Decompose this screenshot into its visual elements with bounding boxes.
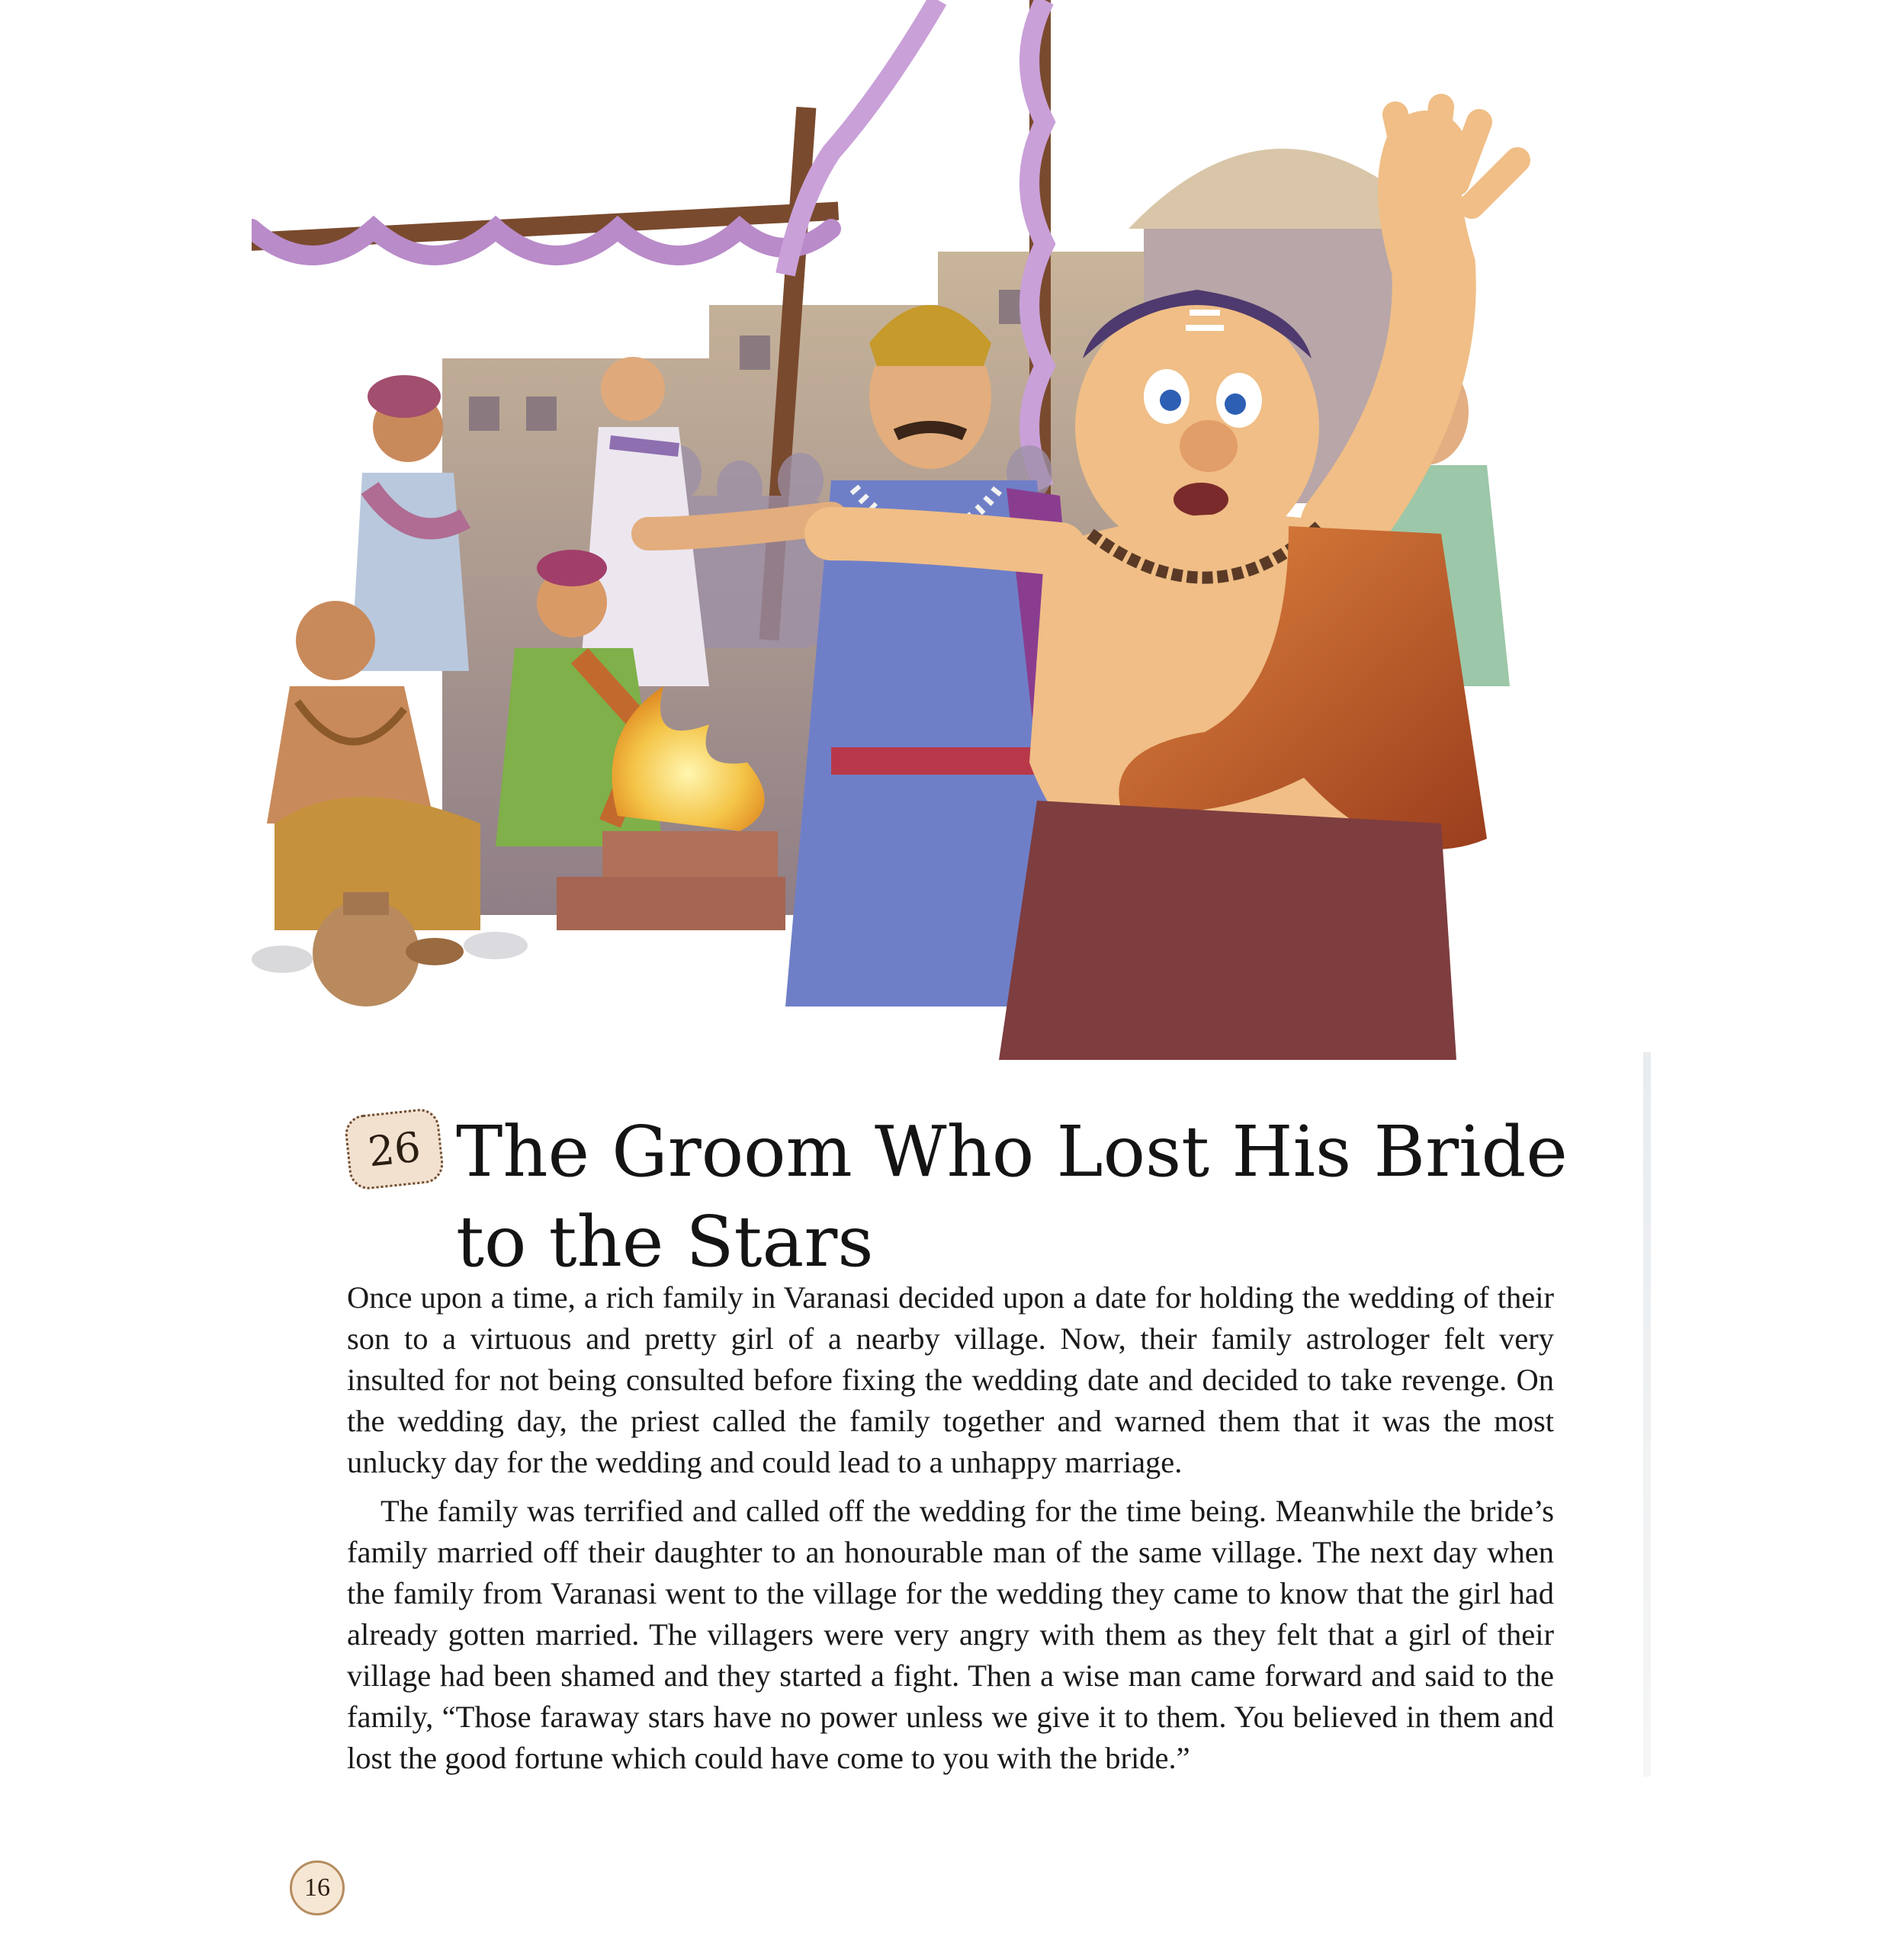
story-illustration bbox=[252, 0, 1624, 1060]
story-number-badge: 26 bbox=[343, 1107, 445, 1191]
page-edge-strip bbox=[1643, 1052, 1651, 1777]
story-title-line-1: The Groom Who Lost His Bride bbox=[456, 1111, 1568, 1193]
story-title-line-2: to the Stars bbox=[456, 1201, 874, 1283]
story-paragraph-1: Once upon a time, a rich family in Varanasi decided upon a date for holding the wedding of their son to a virtuous and pretty girl of a nearby village. Now, their family astrologer felt very insulted for not being consulted before fixing the wedding date and decided to take revenge. On the wedding day, the priest called the family together and warned them that it was the most unlucky day for the wedding and could lead to a unhappy marriage. bbox=[347, 1280, 1554, 1479]
page-number: 16 bbox=[290, 1860, 345, 1915]
story-title bbox=[456, 1107, 1600, 1287]
story-body bbox=[347, 1277, 1554, 1787]
story-paragraph-2: The family was terrified and called off the wedding for the time being. Meanwhile the bride’s family married off their daughter to an honourable man of the same village. The next day when the family from Varanasi went to the village for the wedding they came to know that the girl had already gotten married. The villagers were very angry with them as they felt that a girl of their village had been shamed and they started a fight. Then a wise man came forward and said to the family, “Those faraway stars have no power unless we give it to them. You believed in them and lost the good fortune which could have come to you with the bride.” bbox=[347, 1494, 1554, 1775]
